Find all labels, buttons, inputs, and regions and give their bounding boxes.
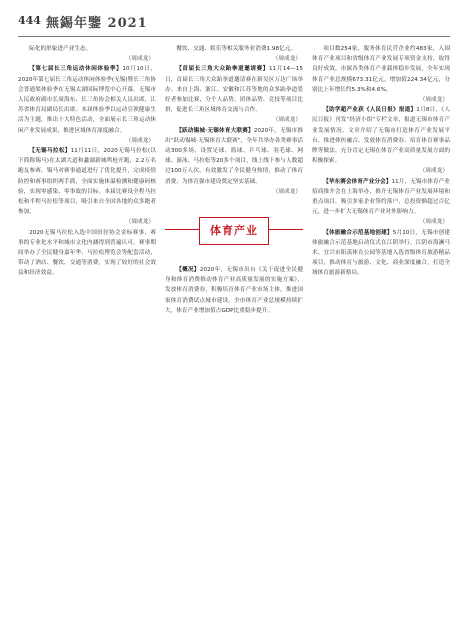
section-box <box>199 217 269 245</box>
source-line: （周成龙） <box>419 219 448 226</box>
news-item <box>312 228 450 279</box>
item-body: 2020年，无锡市推出“跃动锡城·无锡体育大联赛”，全年共举办各类赛事活动300多场，设置足球、篮球、乒乓球、羽毛球、网球、游泳、马拉松等20多个项目，线上线下参与人数超过100万人次，有效激发了全民健身热情，推动了体育消费，为体育强市建设奠定坚实基础。 <box>165 127 303 185</box>
item-title: 【华东赛会体育产业分会】 <box>323 178 392 185</box>
source-line: （周成龙） <box>125 219 154 226</box>
item-title: 【概况】 <box>176 267 200 274</box>
item-body: 11月11日，2020无锡马拉松(以下简称锡马)在太湖大道和蠡湖新城鸣枪开跑，2.2万名跑友参赛。锡马对赛事通道进行了优化提升，完成疫情防控和赛事组织两手抓，全面实施体温检测和健康码核验，实现零感染、零事故的目标。本届比赛设全程马拉松和半程马拉松等项目，吸引来自全国各地的众多跑者参加。 <box>18 148 156 216</box>
item-title: 【跃动锡城·无锡体育大联赛】 <box>176 127 254 134</box>
source-line: （周成龙） <box>419 168 448 175</box>
item-body: 2020年，无锡市出台《关于促进全民健身和体育消费推动体育产业高质量发展的实施方案》，发放体育消费券，积极培育体育产业市场主体，推进国家体育消费试点城市建设，全市体育产业总规模持续扩大，体育产业增加值占GDP比重稳步提升。 <box>165 267 303 314</box>
item-body: 1月8日，《人民日报》刊发“经济小组”专栏文章，报道无锡市体育产业发展情况。文章介绍了无锡市打造体育产业发展平台、推进体医融合、发放体育消费券、培育体育赛事品牌等做法，充分肯定无锡在体育产业高质量发展方面的积极探索。 <box>312 107 450 165</box>
page-number: 444 <box>18 14 41 27</box>
item-title: 【助学超产业获《人民日报》报道】 <box>323 107 417 114</box>
item-body: 10月10日，2020年第七届长三角运动休闲体验季(无锡)暨长三角协会普通渠体验季在无锡太湖国际博览中心开幕。无锡市人民政府副市长周海东、长三角协会相关人员出席，江苏省体育局副局长出席。本届体验季以运动引领健康生活为主题，推出十大特色活动，全面展示长三角运动休闲产业发展成果，推进区域体育深度融合。 <box>18 66 156 134</box>
news-item <box>18 64 156 135</box>
item-body: 5月10日，无锡市创建体旅融合示范基地启动仪式在江阴举行。江阴市海澜马术、宜兴市阳羡体育公园等基地入选省级体育旅游精品项目，推动体育与旅游、文化、商业深度融合，打造全域体育旅游新格局。 <box>312 229 450 277</box>
news-item <box>312 105 450 166</box>
section-heading: 体育产业 <box>210 224 258 238</box>
header-rule <box>18 36 450 37</box>
item-body: 2020无锡马拉松入选中国田径协会金标赛事，赛事的专业化水平和城市文化内涵得到普遍认可。赛事期间举办了全民健身嘉年华、马拉松博览会等配套活动，带动了酒店、餐饮、交通等消费，实现了较好的社会效益和经济效益。 <box>18 229 156 277</box>
continued-text: 项目数254家，服务体育民营企业约483家，入围体育产业项目和省级体育产业发展专项资金支持，取得良好成效。市属各类体育产业载体稳步发展，全年实现体育产业总规模673.31亿元，增加值224.34亿元，分别比上年增长约5.3%和4.6%。 <box>312 46 450 93</box>
news-item <box>165 265 303 316</box>
source-line: （周成龙） <box>125 56 154 63</box>
yearbook-title: 無錫年鑒 2021 <box>46 16 148 31</box>
item-title: 【首届长三角大众跆拳道邀请赛】 <box>176 66 269 73</box>
item-title: 【第七届长三角运动休闲体验季】 <box>29 66 123 73</box>
section-banner <box>165 205 303 257</box>
news-item <box>18 228 156 279</box>
source-line: （周成龙） <box>272 117 301 124</box>
column-3 <box>312 44 450 626</box>
continued-text: 餐饮、交通、娱乐等相关服务业消费1.98亿元。 <box>176 46 297 52</box>
item-title: 【无锡马拉松】 <box>29 148 71 155</box>
news-item <box>165 64 303 115</box>
source-line: （周成龙） <box>419 97 448 104</box>
item-body: 11月，无锡市体育产业招商推介会在上海举办，推介无锡体育产业发展环境和重点项目，吸引多家企业签约落户，总投资额超过百亿元，进一步扩大无锡体育产业对外影响力。 <box>312 178 450 216</box>
continued-text: 际化的形象进产业生态。 <box>29 46 92 52</box>
news-item <box>165 126 303 187</box>
column-1 <box>18 44 156 626</box>
news-item <box>18 146 156 217</box>
item-title: 【体旅融合示范基地创建】 <box>323 229 393 236</box>
source-line: （周成龙） <box>272 188 301 195</box>
column-2 <box>165 44 303 626</box>
source-line: （周成龙） <box>125 137 154 144</box>
news-item <box>312 177 450 218</box>
item-body: 11月14—15日，首届长三角大众跆拳道邀请赛在新吴区万达广场举办。来自上海、浙江、安徽和江苏等地的众多跆拳道爱好者参加比赛，分个人品势、团体品势、竞技等项目比拼，促进长三角区域体育交流与合作。 <box>165 66 303 114</box>
source-line: （周成龙） <box>272 56 301 63</box>
page-header <box>18 12 450 34</box>
